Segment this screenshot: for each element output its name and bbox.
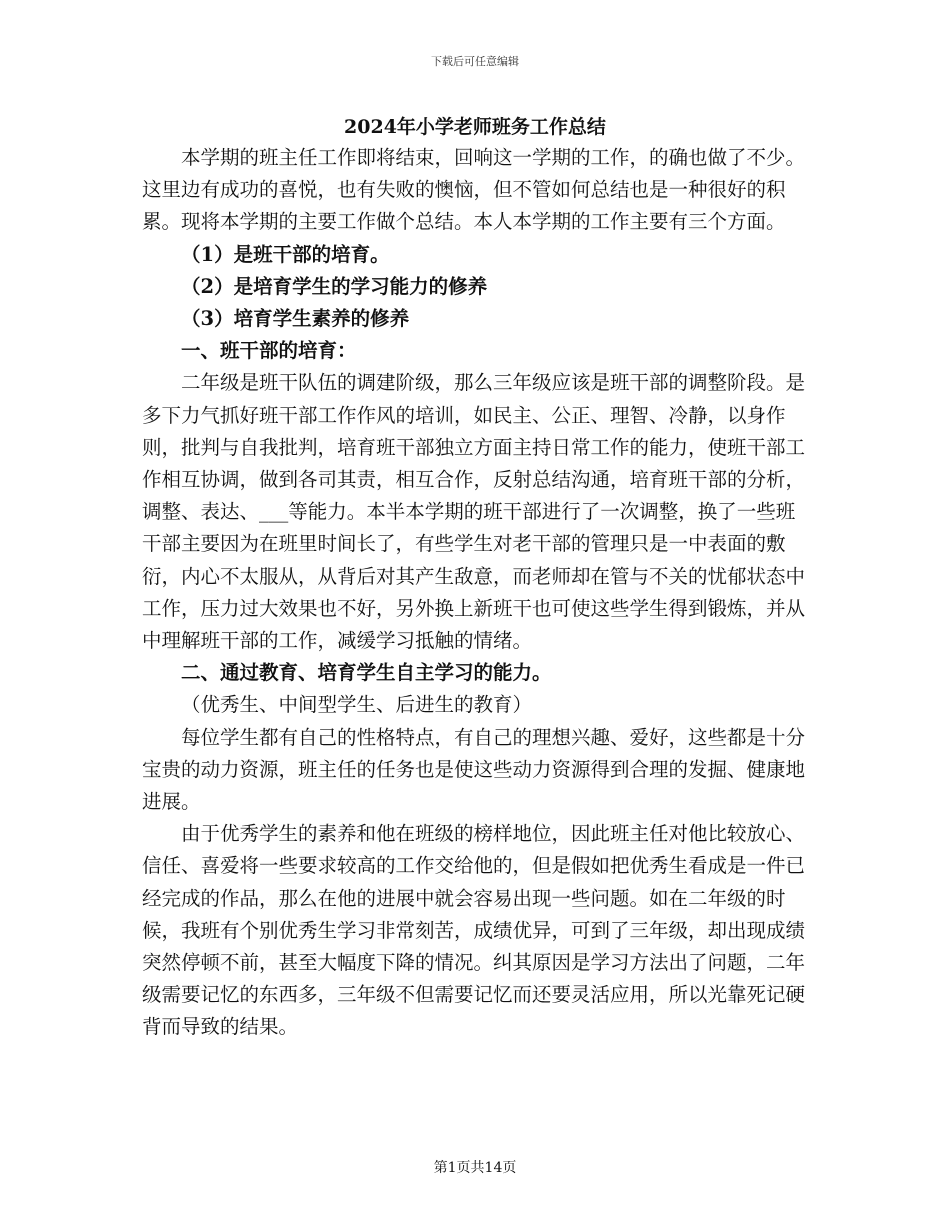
point-2: （2）是培育学生的学习能力的修养 [181, 274, 488, 298]
section-heading-2: 二、通过教育、培育学生自主学习的能力。 [181, 661, 552, 685]
section-2-paragraph-1: 每位学生都有自己的性格特点，有自己的理想兴趣、爱好，这些都是十分宝贵的动力资源，班主任的任务也是使这些动力资源得到合理的发掘、健康地进展。 [142, 725, 806, 814]
point-3: （3）培育学生素养的修养 [181, 307, 410, 331]
page-number: 第1页共14页 [433, 1160, 517, 1176]
point-1: （1）是班干部的培育。 [181, 242, 390, 266]
section-2-paragraph-2: 由于优秀学生的素养和他在班级的榜样地位，因此班主任对他比较放心、信任、喜爱将一些要求较高的工作交给他的，但是假如把优秀生看成是一件已经完成的作品，那么在他的进展中就会容易出现一些问题。如在二年级的时候，我班有个别优秀生学习非常刻苦，成绩优异，可到了三年级，却出现成绩突然停顿不前，甚至大幅度下降的情况。纠其原因是学习方法出了问题，二年级需要记忆的东西多，三年级不但需要记忆而还要灵活应用，所以光靠死记硬背而导致的结果。 [142, 822, 806, 1039]
section-heading-1: 一、班干部的培育： [181, 339, 357, 363]
section-2-subtitle: （优秀生、中间型学生、后进生的教育） [181, 693, 533, 717]
document-body [142, 142, 810, 1044]
section-1-paragraph: 二年级是班干队伍的调建阶级，那么三年级应该是班干部的调整阶段。是多下力气抓好班干部工作作风的培训，如民主、公正、理智、冷静，以身作则，批判与自我批判，培育班干部独立方面主持日常工作的能力，使班干部工作相互协调，做到各司其责，相互合作，反射总结沟通，培育班干部的分析，调整、表达、___等能力。本半本学期的班干部进行了一次调整，换了一些班干部主要因为在班里时间长了，有些学生对老干部的管理只是一中表面的敷衍，内心不太服从，从背后对其产生敌意，而老师却在管与不关的忧郁状态中工作，压力过大效果也不好，另外换上新班干也可使这些学生得到锻炼，并从中理解班干部的工作，减缓学习抵触的情绪。 [142, 371, 806, 653]
intro-paragraph: 本学期的班主任工作即将结束，回响这一学期的工作，的确也做了不少。这里边有成功的喜悦，也有失败的懊恼，但不管如何总结也是一种很好的积累。现将本学期的主要工作做个总结。本人本学期的工作主要有三个方面。 [142, 146, 806, 234]
page-header-note: 下载后可任意编辑 [431, 55, 519, 68]
document-title: 2024年小学老师班务工作总结 [344, 116, 606, 138]
